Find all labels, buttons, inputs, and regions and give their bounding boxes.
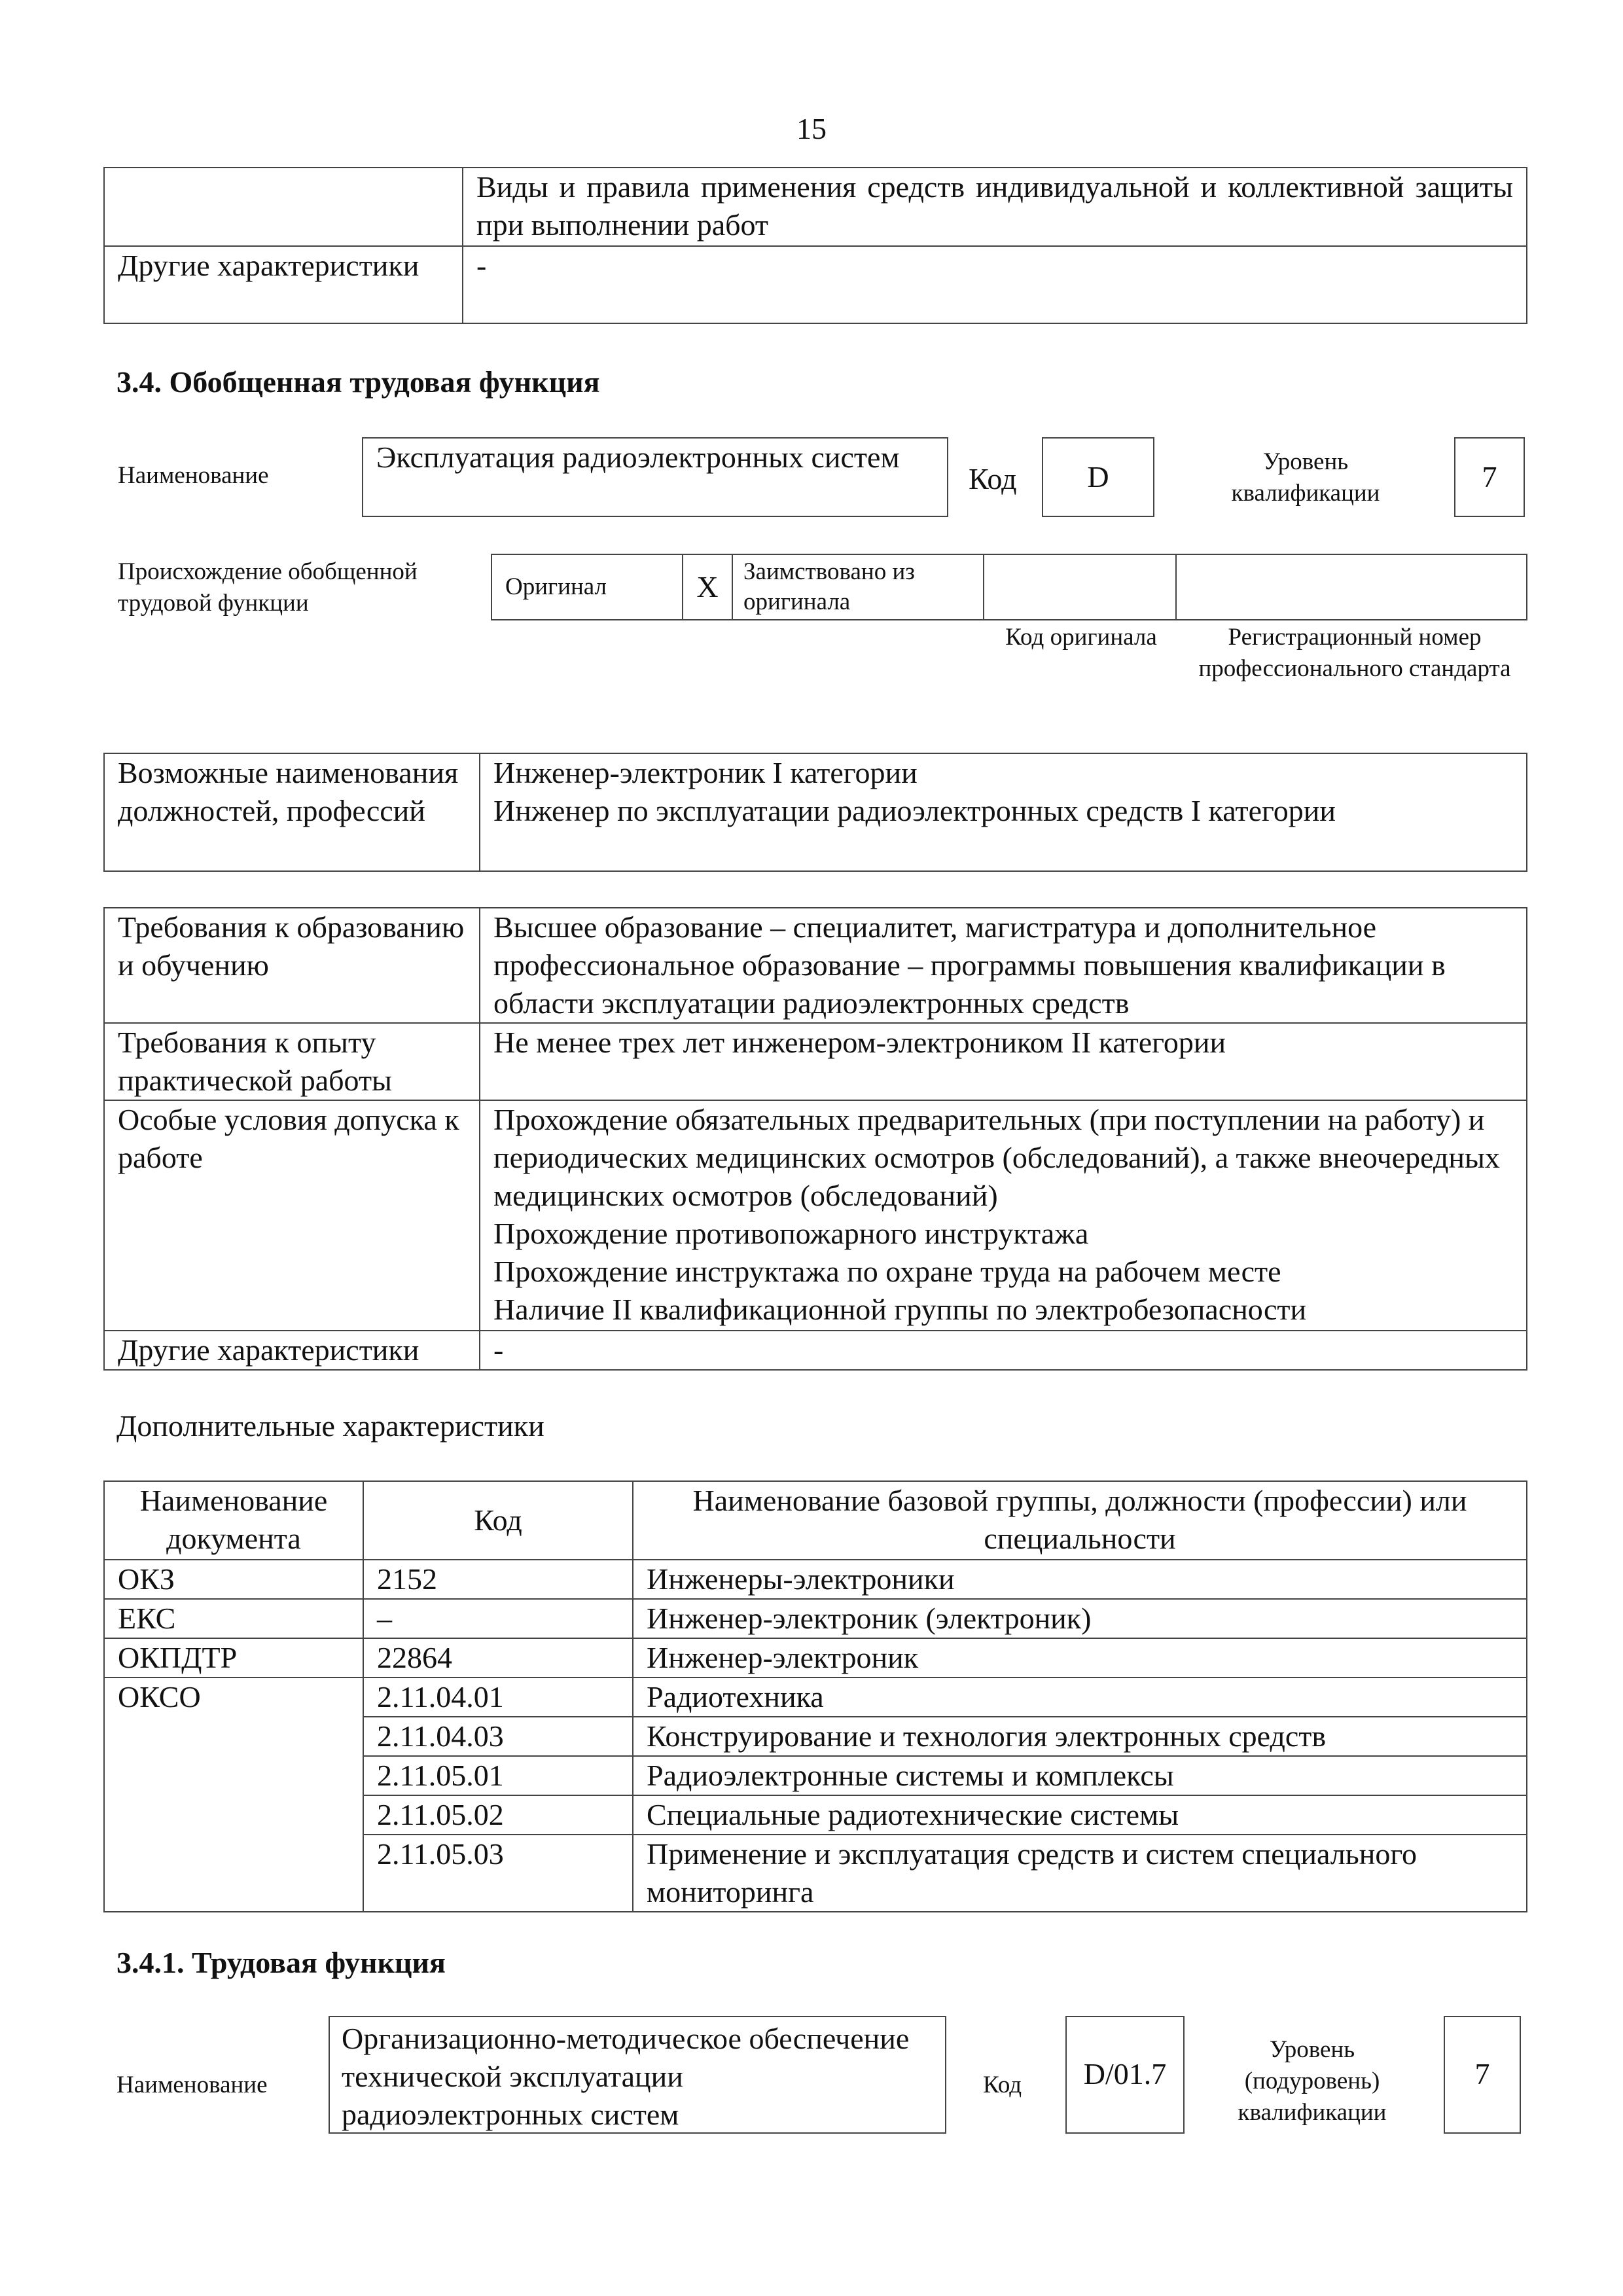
origin-borrowed: Заимствовано из оригинала xyxy=(732,554,984,620)
top-table-value-0: Виды и правила применения средств индивидуальной и коллективной защиты при выполнении работ xyxy=(463,168,1527,246)
section-341-level-value: 7 xyxy=(1474,2057,1490,2090)
additional-doc-0: ОКЗ xyxy=(104,1560,363,1599)
section-341-level-label: Уровень (подуровень) квалификации xyxy=(1238,2036,1387,2126)
additional-code-5: 2.11.05.01 xyxy=(363,1756,633,1795)
additional-code-7: 2.11.05.03 xyxy=(363,1835,633,1912)
additional-doc-1: ЕКС xyxy=(104,1599,363,1638)
page-number: 15 xyxy=(796,112,827,145)
additional-name-6: Специальные радиотехнические системы xyxy=(633,1795,1527,1835)
req-value-2: Прохождение обязательных предварительных (при поступлении на работу) и периодических медицинских осмотров (обследований), а также внеочередных медицинских осмотров (обследований) Прохождение противопожарного инструктажа Прохождение инструктажа по охране труда на рабочем месте Наличие II квалификационной группы по электробезопасности xyxy=(480,1100,1527,1331)
additional-name-3: Радиотехника xyxy=(633,1677,1527,1717)
req-value-1: Не менее трех лет инженером-электроником II категории xyxy=(480,1023,1527,1100)
origin-mark: X xyxy=(683,554,732,620)
top-table-label-0 xyxy=(104,168,463,246)
section-341-code-box xyxy=(1065,2016,1185,2134)
section-34-origin-label: Происхождение обобщенной трудовой функции xyxy=(118,558,418,617)
section-341-name-value: Организационно-методическое обеспечение технической эксплуатации радиоэлектронных систем xyxy=(342,2022,910,2131)
section-34-level-value: 7 xyxy=(1482,460,1497,493)
additional-name-7: Применение и эксплуатация средств и систем специального мониторинга xyxy=(633,1835,1527,1912)
additional-header-name: Наименование базовой группы, должности (профессии) или специальности xyxy=(633,1481,1527,1560)
additional-code-0: 2152 xyxy=(363,1560,633,1599)
section-341-name-box xyxy=(329,2016,946,2134)
section-341-level-box xyxy=(1444,2016,1521,2134)
origin-table xyxy=(491,554,1527,620)
origin-original: Оригинал xyxy=(491,554,683,620)
additional-doc-3: ОКСО xyxy=(104,1677,363,1912)
positions-value: Инженер-электроник I категории Инженер по эксплуатации радиоэлектронных средств I категории xyxy=(480,753,1527,871)
origin-code-caption: Код оригинала xyxy=(1005,624,1157,651)
section-341-code-value: D/01.7 xyxy=(1083,2057,1167,2090)
req-label-0: Требования к образованию и обучению xyxy=(104,908,480,1023)
additional-name-4: Конструирование и технология электронных средств xyxy=(633,1717,1527,1756)
additional-code-6: 2.11.05.02 xyxy=(363,1795,633,1835)
section-34-code-box xyxy=(1042,437,1154,517)
additional-name-2: Инженер-электроник xyxy=(633,1638,1527,1677)
section-34-code-value: D xyxy=(1087,460,1109,493)
section-34-heading: 3.4. Обобщенная трудовая функция xyxy=(116,365,600,399)
req-value-0: Высшее образование – специалитет, магистратура и дополнительное профессиональное образование – программы повышения квалификации в области эксплуатации радиоэлектронных средств xyxy=(480,908,1527,1023)
additional-code-2: 22864 xyxy=(363,1638,633,1677)
positions-table xyxy=(103,753,1527,872)
additional-header-doc: Наименование документа xyxy=(104,1481,363,1560)
additional-name-1: Инженер-электроник (электроник) xyxy=(633,1599,1527,1638)
additional-code-4: 2.11.04.03 xyxy=(363,1717,633,1756)
positions-label: Возможные наименования должностей, профессий xyxy=(104,753,480,871)
req-label-2: Особые условия допуска к работе xyxy=(104,1100,480,1331)
section-34-level-box xyxy=(1454,437,1525,517)
section-341-code-label: Код xyxy=(983,2072,1022,2098)
section-341-heading: 3.4.1. Трудовая функция xyxy=(116,1946,446,1979)
requirements-table xyxy=(103,907,1527,1371)
req-label-1: Требования к опыту практической работы xyxy=(104,1023,480,1100)
additional-doc-2: ОКПДТР xyxy=(104,1638,363,1677)
additional-table xyxy=(103,1480,1527,1912)
origin-code-cell xyxy=(984,554,1176,620)
additional-name-0: Инженеры-электроники xyxy=(633,1560,1527,1599)
section-341-name-label: Наименование xyxy=(116,2072,268,2098)
section-34-code-label: Код xyxy=(969,462,1017,495)
additional-title: Дополнительные характеристики xyxy=(116,1409,544,1443)
section-34-level-label: Уровень квалификации xyxy=(1231,448,1380,507)
origin-reg-caption: Регистрационный номер профессионального стандарта xyxy=(1198,624,1511,682)
additional-name-5: Радиоэлектронные системы и комплексы xyxy=(633,1756,1527,1795)
additional-code-3: 2.11.04.01 xyxy=(363,1677,633,1717)
origin-reg-cell xyxy=(1176,554,1527,620)
section-34-name-label: Наименование xyxy=(118,462,269,489)
section-34-name-box xyxy=(362,437,948,517)
top-table-value-1: - xyxy=(463,246,1527,323)
section-34-name-value: Эксплуатация радиоэлектронных систем xyxy=(376,440,900,474)
top-table-label-1: Другие характеристики xyxy=(104,246,463,323)
req-label-3: Другие характеристики xyxy=(104,1331,480,1370)
top-table xyxy=(103,167,1527,324)
additional-code-1: – xyxy=(363,1599,633,1638)
req-value-3: - xyxy=(480,1331,1527,1370)
additional-header-code: Код xyxy=(363,1481,633,1560)
